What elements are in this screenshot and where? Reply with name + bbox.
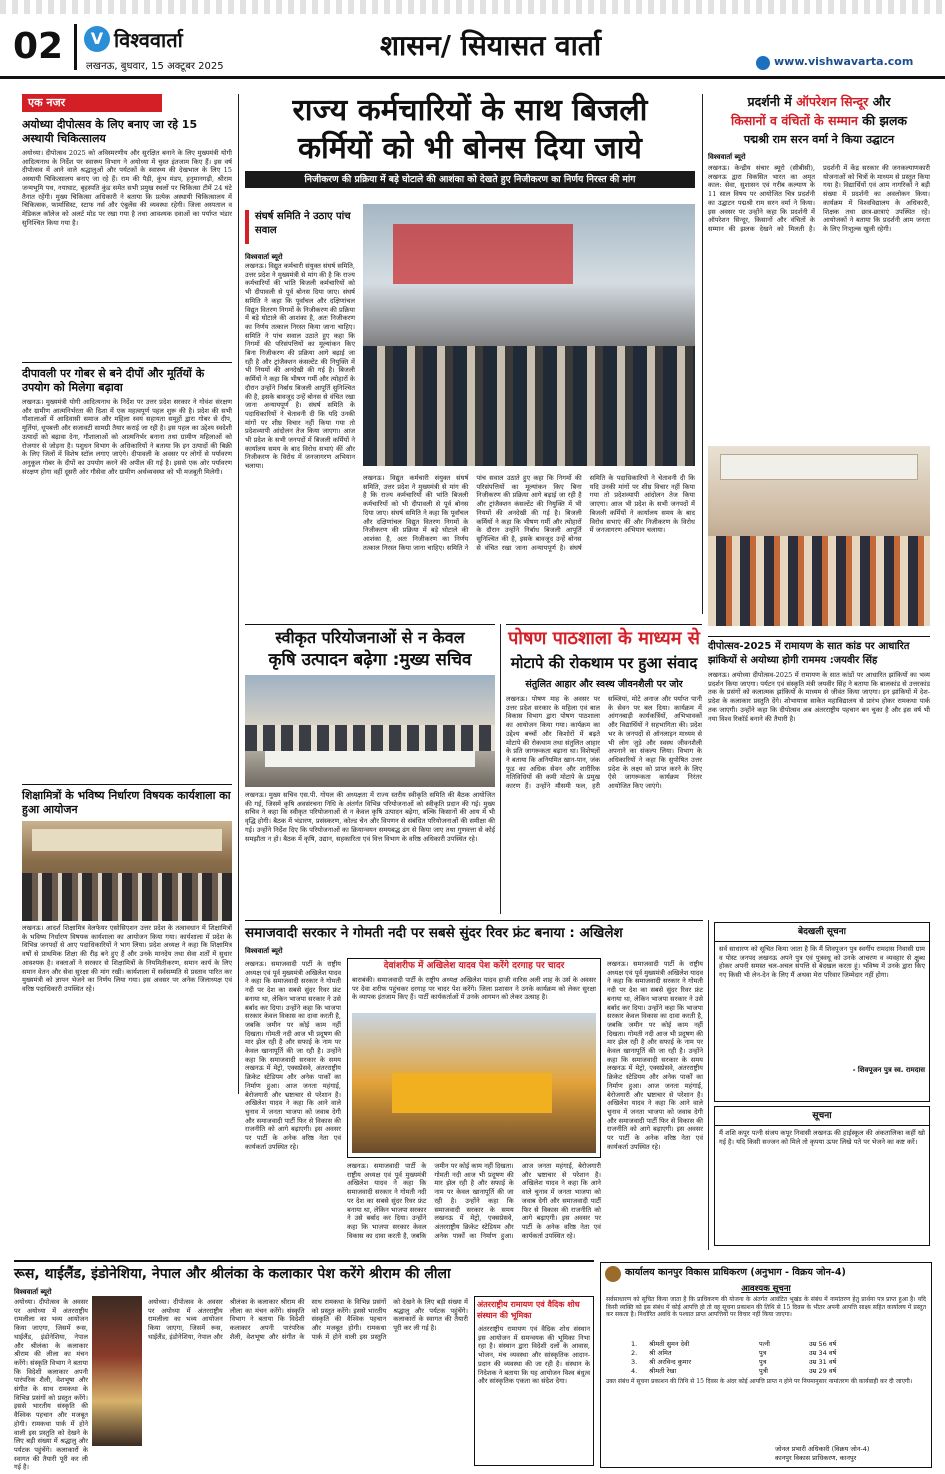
people-shape (708, 536, 930, 626)
table-cell: 4. (631, 1367, 638, 1375)
exhibition-story (708, 92, 930, 632)
lead-pullquote: संघर्ष समिति ने उठाए पांच सवाल (245, 210, 355, 244)
shodh-headline: अंतरराष्ट्रीय रामायण एवं वैदिक शोध संस्थान की भूमिका (477, 1300, 580, 1320)
table-cell: पुत्री (759, 1367, 768, 1375)
chadar-shape (392, 1073, 552, 1113)
table-cell: उम्र 56 वर्ष (809, 1340, 837, 1348)
kda-footer: उक्त संबंध में सूचना प्रकाशन की तिथि से 15 दिवस के अंदर कोई आपत्ति प्राप्त न होने पर नियमानुसार नामांतरण की कार्यवाही कर दी जाएगी। (606, 1378, 913, 1385)
bedakhli-body: सर्व साधारण को सूचित किया जाता है कि मैं शिवपूजन पुत्र स्वर्गीय रामदास निवासी ग्राम व पोस्ट जनपद लखनऊ अपने पुत्र एवं पुत्रवधू को उनके आचरण व व्यवहार से क्षुब्ध होकर अपनी समस्त चल-अचल संपत्ति से बेदखल करता हूं। भविष्य में उनके द्वारा किए गए किसी भी लेन-देन के लिए मैं अथवा मेरा परिवार जिम्मेदार नहीं होगा। (719, 945, 925, 980)
headline-line: मोटापे की रोकथाम पर हुआ संवाद (510, 654, 698, 672)
story-body: लखनऊ। मुख्यमंत्री योगी आदित्यनाथ के निर्देश पर उत्तर प्रदेश सरकार ने गोवंश संरक्षण और ग्रामीण आत्मनिर्भरता की दिशा में एक महत्वपूर्ण पहल शुरू की है। प्रदेश की सभी गौशालाओं में आदिवासी समाज और महिला स्वयं सहायता समूहों द्वारा गोबर से दीप, मूर्तियां, धूपबत्ती और सजावटी सामग्री तैयार कराई जा रही है। इस पहल का उद्देश्य स्वदेशी उत्पादों को बढ़ावा देना, गौशालाओं को आत्मनिर्भर बनाना तथा ग्रामीण महिलाओं को रोजगार से जोड़ना है। पशुधन विभाग के अधिकारियों ने बताया कि इन उत्पादों की बिक्री के लिए जिलों में विशेष स्टॉल लगाए जाएंगे। दीपावली के अवसर पर लोगों से पर्यावरण अनुकूल गोबर के दीपों का उपयोग करने की अपील की गई है। इससे एक ओर पर्यावरण संरक्षण होगा वहीं दूसरी ओर गौसेवा और ग्रामीण अर्थव्यवस्था को भी मजबूती मिलेगी। (22, 398, 232, 476)
exhibition-headline (708, 92, 930, 149)
crop-marks (0, 0, 945, 14)
headline-line (708, 92, 930, 111)
exhibition-byline: विश्ववार्ता ब्यूरो (708, 152, 746, 161)
shodh-body: अंतरराष्ट्रीय रामायण एवं वैदिक शोध संस्थान इस आयोजन में समन्वयक की भूमिका निभा रहा है। संस्थान द्वारा विदेशी दलों के आवास, भोजन, मंच व्यवस्था और सांस्कृतिक आदान-प्रदान की व्यवस्था की जा रही है। संस्थान के निदेशक ने बताया कि यह आयोजन विश्व बंधुत्व और सांस्कृतिक एकता का संदेश देगा। (478, 1325, 590, 1386)
bedakhli-notice (714, 922, 930, 1102)
lead-headline-line: कर्मियों को भी बोनस दिया जाये (298, 131, 642, 166)
story-body: लखनऊ। आदर्श शिक्षामित्र वेलफेयर एसोसिएशन उत्तर प्रदेश के तत्वावधान में शिक्षामित्रों के भविष्य निर्धारण विषयक कार्यशाला का आयोजन किया गया। कार्यशाला में प्रदेश के विभिन्न जनपदों से आए पदाधिकारियों ने भाग लिया। प्रदेश अध्यक्ष ने कहा कि शिक्षामित्र वर्षों से प्राथमिक शिक्षा की रीढ़ बने हुए हैं और उनके मानदेय तथा सेवा शर्तों में सुधार आवश्यक है। वक्ताओं ने सरकार से शिक्षामित्रों के नियमितीकरण, समान कार्य के लिए समान वेतन और सेवा सुरक्षा की मांग रखी। कार्यशाला में सर्वसम्मति से प्रस्ताव पारित कर मुख्यमंत्री को ज्ञापन भेजने का निर्णय लिया गया। इस अवसर पर अनेक जिलाध्यक्ष एवं वरिष्ठ पदाधिकारी उपस्थित रहे। (22, 924, 232, 993)
table-cell: श्री अरविन्द कुमार (649, 1358, 692, 1366)
table-cell: पुत्र (759, 1358, 767, 1366)
headline-part: की झलक (857, 113, 908, 128)
table-cell: 3. (631, 1358, 638, 1366)
kda-table (601, 1340, 931, 1376)
lead-photo (363, 204, 695, 466)
headline-line: कृषि उत्पादन बढ़ेगा :मुख्य सचिव (268, 650, 472, 670)
kda-body: सर्वसाधारण को सूचित किया जाता है कि प्राधिकरण की योजना के अंतर्गत आवंटित भूखंड के संबंध में नामांतरण हेतु प्रार्थना पत्र प्राप्त हुआ है। यदि किसी व्यक्ति को इस संबंध में कोई आपत्ति हो तो वह सूचना प्रकाशन की तिथि से 15 दिवस के भीतर अपनी आपत्ति साक्ष्य सहित कार्यालय में प्रस्तुत कर सकता है। निर्धारित अवधि के पश्चात प्राप्त आपत्तियों पर विचार नहीं किया जाएगा। (606, 1296, 926, 1319)
headline-line (708, 111, 930, 130)
lead-story (245, 92, 695, 612)
table-row (631, 1367, 901, 1376)
ramleela-body-mid: अयोध्या। दीपोत्सव के अवसर पर अयोध्या में अंतरराष्ट्रीय रामलीला का भव्य आयोजन किया जाएगा, जिसमें रूस, थाईलैंड, इंडोनेशिया, नेपाल और श्रीलंका के कलाकार श्रीराम की लीला का मंचन करेंगे। संस्कृति विभाग ने बताया कि विदेशी कलाकार अपनी पारंपरिक शैली, वेशभूषा और संगीत के साथ रामकथा के विभिन्न प्रसंगों को प्रस्तुत करेंगे। इससे भारतीय संस्कृति की वैश्विक पहचान और मजबूत होगी। रामकथा पार्क में होने वाली इस प्रस्तुति को देखने के लिए बड़ी संख्या में श्रद्धालु और पर्यटक पहुंचेंगे। कलाकारों के स्वागत की तैयारी पूरी कर ली गई है। (148, 1298, 468, 1341)
headline-highlight: किसानों व वंचितों के सम्मान (730, 113, 858, 128)
table-cell: 1. (631, 1340, 638, 1348)
table-row (631, 1340, 901, 1349)
poshan-body: लखनऊ। पोषण माह के अवसर पर उत्तर प्रदेश सरकार के महिला एवं बाल विकास विभाग द्वारा पोषण पाठशाला का आयोजन किया गया। कार्यक्रम का उद्देश्य बच्चों और किशोरों में बढ़ते मोटापे की रोकथाम तथा संतुलित आहार के प्रति जागरूकता बढ़ाना था। विशेषज्ञों ने बताया कि अनियमित खान-पान, जंक फूड का अधिक सेवन और शारीरिक गतिविधियों की कमी मोटापे के प्रमुख कारण हैं। उन्होंने मौसमी फल, हरी सब्जियां, मोटे अनाज और पर्याप्त पानी के सेवन पर बल दिया। कार्यक्रम में आंगनबाड़ी कार्यकर्त्रियों, अभिभावकों और विद्यार्थियों ने सहभागिता की। प्रदेश भर के जनपदों से ऑनलाइन माध्यम से भी लोग जुड़े और स्वस्थ जीवनशैली अपनाने का संकल्प लिया। विभाग के अधिकारियों ने कहा कि सुपोषित उत्तर प्रदेश के लक्ष्य को प्राप्त करने के लिए ऐसे जागरूकता कार्यक्रम निरंतर आयोजित किए जाएंगे। (506, 695, 702, 791)
bedakhli-signature: - शिवपूजन पुत्र स्व. रामदास (852, 1066, 925, 1074)
lead-body-bottom: लखनऊ। विद्युत कर्मचारी संयुक्त संघर्ष समिति, उत्तर प्रदेश ने मुख्यमंत्री से मांग की है कि राज्य कर्मचारियों की भांति बिजली कर्मचारियों को भी दीपावली से पूर्व बोनस दिया जाए। संघर्ष समिति ने कहा कि पूर्वांचल और दक्षिणांचल विद्युत वितरण निगमों के निजीकरण की प्रक्रिया में बड़े घोटाले की आशंका है, अतः निजीकरण का निर्णय तत्काल निरस्त किया जाना चाहिए। समिति ने पांच सवाल उठाते हुए कहा कि निगमों की परिसंपत्तियों का मूल्यांकन किए बिना निजीकरण की प्रक्रिया आगे बढ़ाई जा रही है और ट्रांजैक्शन कंसल्टेंट की नियुक्ति में भी नियमों की अनदेखी की गई है। बिजली कर्मियों ने कहा कि भीषण गर्मी और त्योहारों के दौरान उन्होंने निर्बाध बिजली आपूर्ति सुनिश्चित की है, इसके बावजूद उन्हें बोनस से वंचित रखा जाना अन्यायपूर्ण है। संघर्ष समिति के पदाधिकारियों ने चेतावनी दी कि यदि उनकी मांगों पर शीघ्र विचार नहीं किया गया तो प्रदेशव्यापी आंदोलन तेज किया जाएगा। आज भी प्रदेश के सभी जनपदों में बिजली कर्मियों ने कार्यालय समय के बाद विरोध सभाएं कीं और निजीकरण के विरोध में जनजागरण अभियान चलाया। (363, 474, 695, 552)
globe-icon (756, 56, 770, 70)
dateline: लखनऊ, बुधवार, 15 अक्टूबर 2025 (86, 61, 224, 72)
headline-line: पोषण पाठशाला के माध्यम से (508, 628, 700, 649)
section-title: शासन/ सियासत वार्ता (380, 29, 602, 62)
story-body: अयोध्या। दीपोत्सव 2025 को अविस्मरणीय और सुरक्षित बनाने के लिए मुख्यमंत्री योगी आदित्यनाथ के निर्देश पर स्वास्थ्य विभाग ने अयोध्या में चुस्त इंतजाम किए हैं। इस वर्ष दीपोत्सव में आने वाले श्रद्धालुओं और पर्यटकों के स्वास्थ्य की देखभाल के लिए 15 अस्थायी चिकित्सालय बनाए जा रहे हैं। राम की पैड़ी, कुंभ मंडप, हनुमानगढ़ी, श्रीराम जन्मभूमि पथ, नयाघाट, बृहस्पति कुंड समेत सभी प्रमुख स्थलों पर चिकित्सा टीमें 24 घंटे तैनात रहेंगी। मुख्य चिकित्सा अधिकारी ने बताया कि प्रत्येक अस्थायी चिकित्सालय में चिकित्सक, फार्मासिस्ट, स्टाफ नर्स और एंबुलेंस की व्यवस्था रहेगी। जिला अस्पताल व मेडिकल कॉलेज को अलर्ट मोड पर रखा गया है तथा आवश्यक दवाओं का पर्याप्त भंडार सुनिश्चित किया गया है। (22, 149, 232, 227)
suchna-notice (714, 1106, 930, 1246)
table-cell: श्रीमती सुमन देवी (649, 1340, 690, 1348)
ramleela-byline: विश्ववार्ता ब्यूरो (14, 1287, 52, 1296)
table-cell: पत्नी (759, 1340, 770, 1348)
dewa-box (347, 958, 601, 1158)
table-cell: उम्र 31 वर्ष (809, 1358, 837, 1366)
ek-nazar-label: एक नजर (22, 94, 162, 112)
headline-part: प्रदर्शनी में (747, 94, 797, 109)
lead-headline-line: राज्य कर्मचारियों के साथ बिजली (292, 93, 648, 128)
banner-shape (32, 829, 222, 851)
headline-highlight: ऑपरेशन सिन्दूर (796, 94, 869, 109)
table-cell: उम्र 29 वर्ष (809, 1367, 837, 1375)
krishi-story (245, 624, 495, 914)
kda-logo-icon (605, 1266, 621, 1282)
suchna-label: सूचना (715, 1107, 929, 1126)
table-cell: श्री अमित (649, 1349, 672, 1357)
table-cell: 2. (631, 1349, 638, 1357)
people-shape (22, 873, 232, 921)
gomti-body-bottom: लखनऊ। समाजवादी पार्टी के राष्ट्रीय अध्यक्ष एवं पूर्व मुख्यमंत्री अखिलेश यादव ने कहा कि समाजवादी सरकार ने गोमती नदी पर देश का सबसे सुंदर रिवर फ्रंट बनाया था, लेकिन भाजपा सरकार ने उसे बर्बाद कर दिया। उन्होंने कहा कि भाजपा सरकार केवल विकास का दावा करती है, जबकि जमीन पर कोई काम नहीं दिखता। गोमती नदी आज भी प्रदूषण की मार झेल रही है और सफाई के नाम पर केवल खानापूर्ति की जा रही है। उन्होंने कहा कि समाजवादी सरकार के समय लखनऊ में मेट्रो, एक्सप्रेसवे, अंतरराष्ट्रीय क्रिकेट स्टेडियम और अनेक पार्कों का निर्माण हुआ। आज जनता महंगाई, बेरोजगारी और भ्रष्टाचार से परेशान है। अखिलेश यादव ने कहा कि आने वाले चुनाव में जनता भाजपा को जवाब देगी और समाजवादी पार्टी फिर से विकास की राजनीति को आगे बढ़ाएगी। इस अवसर पर पार्टी के अनेक वरिष्ठ नेता एवं कार्यकर्ता उपस्थित रहे। (347, 1162, 601, 1240)
exhibition-photo (708, 446, 930, 626)
masthead-rule (0, 76, 945, 79)
ramleela-body-left: अयोध्या। दीपोत्सव के अवसर पर अयोध्या में अंतरराष्ट्रीय रामलीला का भव्य आयोजन किया जाएगा, जिसमें रूस, थाईलैंड, इंडोनेशिया, नेपाल और श्रीलंका के कलाकार श्रीराम की लीला का मंचन करेंगे। संस्कृति विभाग ने बताया कि विदेशी कलाकार अपनी पारंपरिक शैली, वेशभूषा और संगीत के साथ रामकथा के विभिन्न प्रसंगों को प्रस्तुत करेंगे। इससे भारतीय संस्कृति की वैश्विक पहचान और मजबूत होगी। रामकथा पार्क में होने वाली इस प्रस्तुति को देखने के लिए बड़ी संख्या में श्रद्धालु और पर्यटक पहुंचेंगे। कलाकारों के स्वागत की तैयारी पूरी कर ली गई है। (14, 1298, 88, 1472)
people-shape (363, 346, 695, 466)
deepotsav-headline: दीपोत्सव-2025 में रामायण के सात कांड पर आधारित झांकियों से अयोध्या होगी राममय :जयवीर सिंह (708, 636, 930, 668)
kda-signature: जोनल प्रभारी अधिकारी (विक्रय जोन-4) कानपुर विकास प्राधिकरण, कानपुर (775, 1445, 870, 1462)
story-headline: शिक्षामित्रों के भविष्य निर्धारण विषयक कार्यशाला का हुआ आयोजन (22, 784, 232, 817)
dewa-photo (352, 1013, 596, 1153)
poshan-headline (506, 624, 702, 675)
table-shape (265, 751, 475, 767)
table-cell: पुत्र (759, 1349, 767, 1357)
table-row (631, 1358, 901, 1367)
gomti-body-right: लखनऊ। समाजवादी पार्टी के राष्ट्रीय अध्यक्ष एवं पूर्व मुख्यमंत्री अखिलेश यादव ने कहा कि समाजवादी सरकार ने गोमती नदी पर देश का सबसे सुंदर रिवर फ्रंट बनाया था, लेकिन भाजपा सरकार ने उसे बर्बाद कर दिया। उन्होंने कहा कि भाजपा सरकार केवल विकास का दावा करती है, जबकि जमीन पर कोई काम नहीं दिखता। गोमती नदी आज भी प्रदूषण की मार झेल रही है और सफाई के नाम पर केवल खानापूर्ति की जा रही है। उन्होंने कहा कि समाजवादी सरकार के समय लखनऊ में मेट्रो, एक्सप्रेसवे, अंतरराष्ट्रीय क्रिकेट स्टेडियम और अनेक पार्कों का निर्माण हुआ। आज जनता महंगाई, बेरोजगारी और भ्रष्टाचार से परेशान है। अखिलेश यादव ने कहा कि आने वाले चुनाव में जनता भाजपा को जवाब देगी और समाजवादी पार्टी फिर से विकास की राजनीति को आगे बढ़ाएगी। इस अवसर पर पार्टी के अनेक वरिष्ठ नेता एवं कार्यकर्ता उपस्थित रहे। (607, 960, 703, 1151)
page-number: 02 (12, 26, 64, 67)
column-rule (238, 94, 239, 1094)
gomti-body-left: लखनऊ। समाजवादी पार्टी के राष्ट्रीय अध्यक्ष एवं पूर्व मुख्यमंत्री अखिलेश यादव ने कहा कि समाजवादी सरकार ने गोमती नदी पर देश का सबसे सुंदर रिवर फ्रंट बनाया था, लेकिन भाजपा सरकार ने उसे बर्बाद कर दिया। उन्होंने कहा कि भाजपा सरकार केवल विकास का दावा करती है, जबकि जमीन पर कोई काम नहीं दिखता। गोमती नदी आज भी प्रदूषण की मार झेल रही है और सफाई के नाम पर केवल खानापूर्ति की जा रही है। उन्होंने कहा कि समाजवादी सरकार के समय लखनऊ में मेट्रो, एक्सप्रेसवे, अंतरराष्ट्रीय क्रिकेट स्टेडियम और अनेक पार्कों का निर्माण हुआ। आज जनता महंगाई, बेरोजगारी और भ्रष्टाचार से परेशान है। अखिलेश यादव ने कहा कि आने वाले चुनाव में जनता भाजपा को जवाब देगी और समाजवादी पार्टी फिर से विकास की राजनीति को आगे बढ़ाएगी। इस अवसर पर पार्टी के अनेक वरिष्ठ नेता एवं कार्यकर्ता उपस्थित रहे। (245, 960, 341, 1151)
lead-byline: विश्ववार्ता ब्यूरो (245, 252, 283, 261)
dewa-headline: देवांशरीफ में अखिलेश यादव पेश करेंगे दरगाह पर चादर (383, 961, 565, 971)
exhibition-body: लखनऊ। केन्द्रीय संचार ब्यूरो (सीबीसी), लखनऊ द्वारा विकसित भारत का अमृत काल: सेवा, सुशासन एवं गरीब कल्याण के 11 साल विषय पर आयोजित चित्र प्रदर्शनी का उद्घाटन पद्मश्री राम सरन वर्मा ने किया। इस अवसर पर उन्होंने कहा कि प्रदर्शनी में ऑपरेशन सिन्दूर, किसानों और वंचितों के सम्मान की झलक देखने को मिलती है। प्रदर्शनी में केंद्र सरकार की जनकल्याणकारी योजनाओं को चित्रों के माध्यम से प्रस्तुत किया गया है। विद्यार्थियों एवं आम नागरिकों ने बड़ी संख्या में प्रदर्शनी का अवलोकन किया। कार्यक्रम में विश्वविद्यालय के अधिकारी, शिक्षक तथा छात्र-छात्राएं उपस्थित रहे। आयोजकों ने बताया कि प्रदर्शनी आम जनता के लिए निःशुल्क खुली रहेगी। (708, 164, 930, 233)
table-row (631, 1349, 901, 1358)
banner-shape (393, 224, 573, 284)
paper-name: विश्ववार्ता (114, 28, 183, 52)
poshan-subhead: संतुलित आहार और स्वस्थ जीवनशैली पर जोर (525, 679, 683, 690)
website: www.vishwavarta.com (774, 55, 914, 68)
lead-headline (245, 92, 695, 168)
lead-subhead: निजीकरण की प्रक्रिया में बड़े घोटाले की आशंका को देखते हुए निजीकरण का निर्णय निरस्त की मांग (245, 171, 695, 188)
kda-title: कार्यालय कानपुर विकास प्राधिकरण (अनुभाग - विक्रय जोन-4) (625, 1267, 846, 1278)
column-rule (702, 94, 703, 614)
krishi-headline (245, 624, 495, 671)
suchna-body: मैं शशि कपूर पत्नी संजय कपूर निवासी लखनऊ की हाईस्कूल की अंकतालिका कहीं खो गई है। यदि किसी सज्जन को मिले तो कृपया ऊपर लिखे पते पर भेजने का कष्ट करें। (719, 1129, 925, 1146)
poshan-story (506, 624, 702, 914)
deepotsav-story (708, 636, 930, 936)
story-headline: अयोध्या दीपोत्सव के लिए बनाए जा रहे 15 अस्थायी चिकित्सालय (22, 118, 198, 145)
headline-line: स्वीकृत परियोजनाओं से न केवल (275, 628, 465, 647)
ek-nazar-column (22, 94, 232, 1094)
headline-line: पद्मश्री राम सरन वर्मा ने किया उद्घाटन (743, 133, 895, 146)
deepotsav-body: लखनऊ। अयोध्या दीपोत्सव-2025 में रामायण के सात कांडों पर आधारित झांकियों का भव्य प्रदर्शन किया जाएगा। पर्यटन एवं संस्कृति मंत्री जयवीर सिंह ने बताया कि बालकांड से उत्तरकांड तक के प्रसंगों को कलात्मक झांकियों के माध्यम से जीवंत किया जाएगा। इन झांकियों में देश-प्रदेश के कलाकार प्रस्तुति देंगे। शोभायात्रा साकेत महाविद्यालय से प्रारंभ होकर रामकथा पार्क तक जाएगी। उन्होंने कहा कि दीपोत्सव अब अंतरराष्ट्रीय पहचान बन चुका है और इस वर्ष भी नया विश्व रिकॉर्ड बनाने की तैयारी है। (708, 671, 930, 723)
people-shape (245, 725, 495, 751)
banner-shape (720, 454, 918, 480)
masthead (0, 0, 945, 82)
gomti-headline: समाजवादी सरकार ने गोमती नदी पर सबसे सुंदर रिवर फ्रंट बनाया : अखिलेश (245, 920, 703, 943)
page-number-divider (74, 24, 77, 70)
kda-subtitle: आवश्यक सूचना (741, 1284, 791, 1294)
performer-photo (92, 1296, 142, 1446)
kda-notice (600, 1262, 932, 1468)
column-rule (500, 624, 501, 914)
workshop-photo (22, 821, 232, 921)
gomti-byline: विश्ववार्ता ब्यूरो (245, 946, 283, 955)
meeting-photo (245, 675, 495, 787)
lead-body-left: लखनऊ। विद्युत कर्मचारी संयुक्त संघर्ष समिति, उत्तर प्रदेश ने मुख्यमंत्री से मांग की है कि राज्य कर्मचारियों की भांति बिजली कर्मचारियों को भी दीपावली से पूर्व बोनस दिया जाए। संघर्ष समिति ने कहा कि पूर्वांचल और दक्षिणांचल विद्युत वितरण निगमों के निजीकरण की प्रक्रिया में बड़े घोटाले की आशंका है, अतः निजीकरण का निर्णय तत्काल निरस्त किया जाना चाहिए। समिति ने पांच सवाल उठाते हुए कहा कि निगमों की परिसंपत्तियों का मूल्यांकन किए बिना निजीकरण की प्रक्रिया आगे बढ़ाई जा रही है और ट्रांजैक्शन कंसल्टेंट की नियुक्ति में भी नियमों की अनदेखी की गई है। बिजली कर्मियों ने कहा कि भीषण गर्मी और त्योहारों के दौरान उन्होंने निर्बाध बिजली आपूर्ति सुनिश्चित की है, इसके बावजूद उन्हें बोनस से वंचित रखा जाना अन्यायपूर्ण है। संघर्ष समिति के पदाधिकारियों ने चेतावनी दी कि यदि उनकी मांगों पर शीघ्र विचार नहीं किया गया तो प्रदेशव्यापी आंदोलन तेज किया जाएगा। आज भी प्रदेश के सभी जनपदों में बिजली कर्मियों ने कार्यालय समय के बाद विरोध सभाएं कीं और निजीकरण के विरोध में जनजागरण अभियान चलाया। (245, 262, 355, 471)
shodh-box (474, 1296, 594, 1466)
table-cell: श्रीमती रेखा (649, 1367, 677, 1375)
ramleela-headline: रूस, थाईलैंड, इंडोनेशिया, नेपाल और श्रीलंका के कलाकार पेश करेंगे श्रीराम की लीला (14, 1260, 594, 1284)
headline-part: और (868, 94, 891, 109)
story-headline: दीपावली पर गोबर से बने दीपों और मूर्तियों के उपयोग को मिलेगा बढ़ावा (22, 362, 232, 395)
column-rule (708, 920, 709, 1250)
dewa-body: बाराबंकी। समाजवादी पार्टी के राष्ट्रीय अध्यक्ष अखिलेश यादव हाजी वारिस अली शाह के उर्स के अवसर पर देवा शरीफ पहुंचकर दरगाह पर चादर पेश करेंगे। जिला प्रशासन ने उनके कार्यक्रम को लेकर सुरक्षा के व्यापक इंतजाम किए हैं। पार्टी कार्यकर्ताओं में उनके आगमन को लेकर उत्साह है। (352, 976, 596, 1002)
bedakhli-label: बेदखली सूचना (715, 923, 929, 942)
krishi-body: लखनऊ। मुख्य सचिव एस.पी. गोयल की अध्यक्षता में राज्य स्तरीय स्वीकृति समिति की बैठक आयोजित की गई, जिसमें कृषि अवसंरचना निधि के अंतर्गत विभिन्न परियोजनाओं को स्वीकृति प्रदान की गई। मुख्य सचिव ने कहा कि स्वीकृत परियोजनाओं से न केवल कृषि उत्पादन बढ़ेगा, बल्कि किसानों की आय में भी वृद्धि होगी। बैठक में भंडारण, प्रसंस्करण, कोल्ड चेन और विपणन से संबंधित परियोजनाओं की समीक्षा की गई। उन्होंने निर्देश दिए कि परियोजनाओं का क्रियान्वयन समयबद्ध ढंग से किया जाए तथा गुणवत्ता से कोई समझौता न हो। बैठक में कृषि, उद्यान, सहकारिता एवं वित्त विभाग के वरिष्ठ अधिकारी उपस्थित रहे। (245, 791, 495, 843)
gomti-story (245, 920, 703, 1250)
paper-logo-icon: V (84, 26, 110, 52)
table-cell: उम्र 34 वर्ष (809, 1349, 837, 1357)
ramleela-story (14, 1260, 594, 1472)
